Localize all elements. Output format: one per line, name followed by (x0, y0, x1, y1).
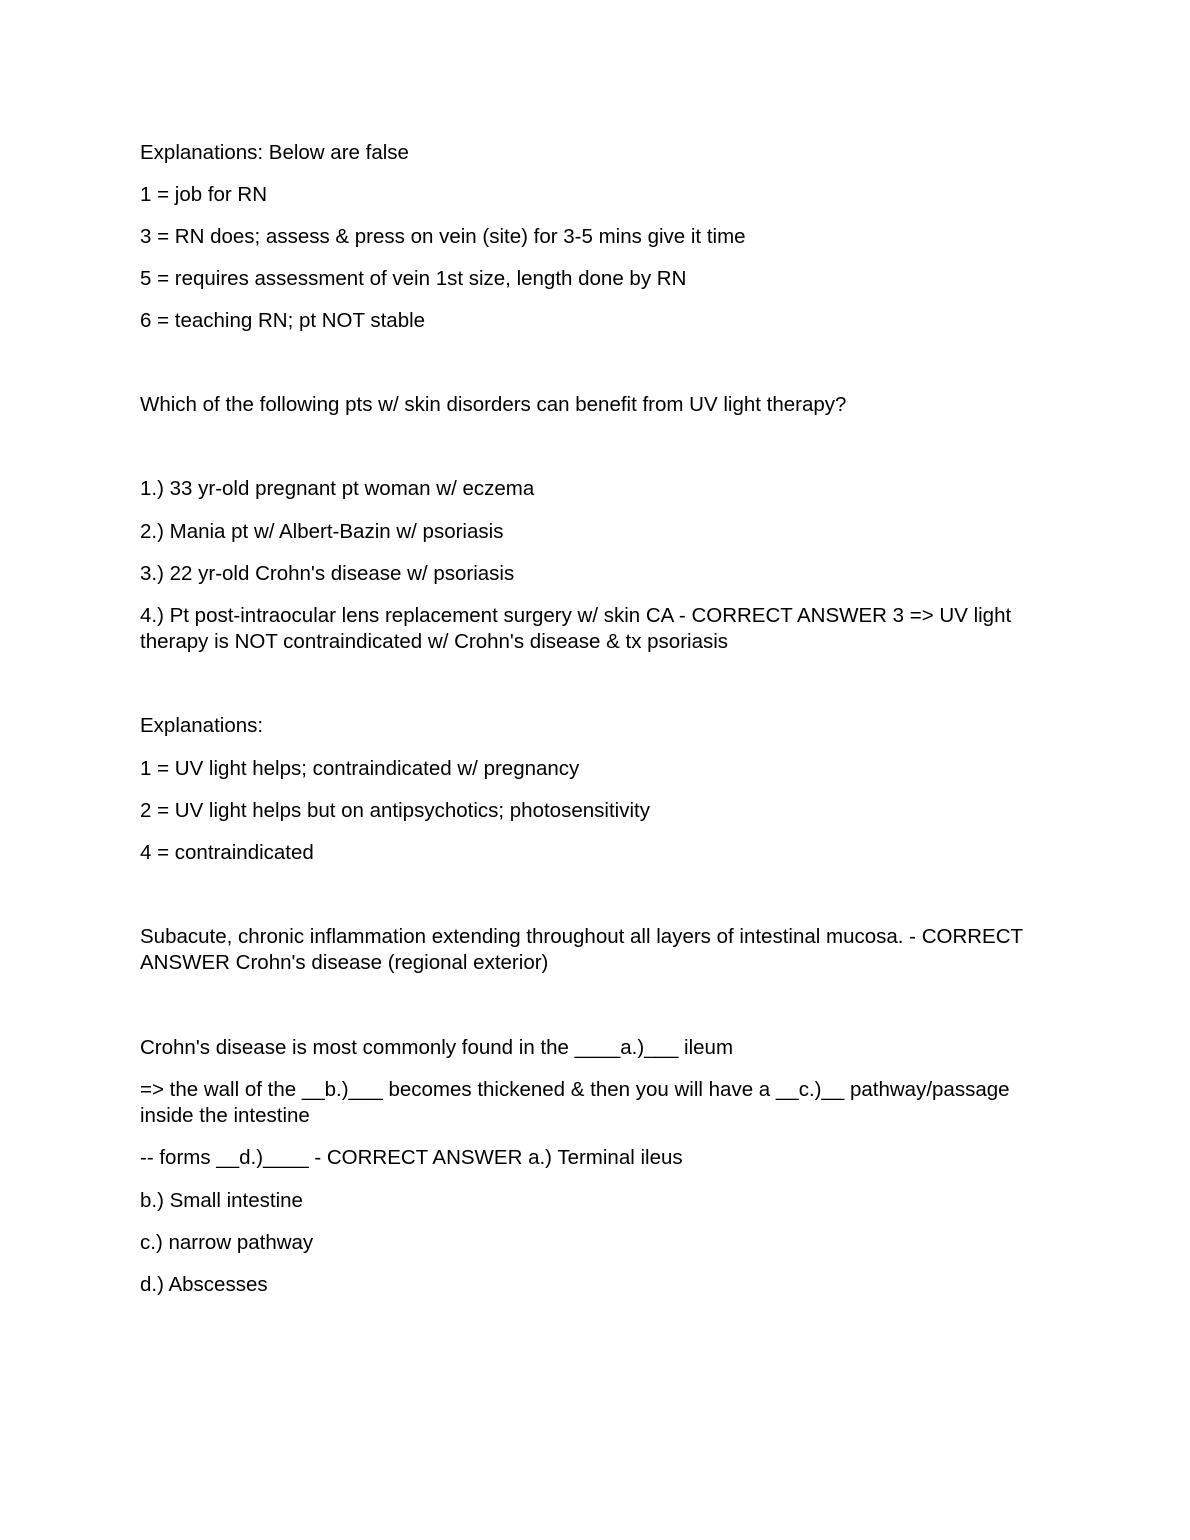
explanation-item: 3 = RN does; assess & press on vein (site) for 3-5 mins give it time (140, 225, 746, 248)
question-prompt: Which of the following pts w/ skin disorders can benefit from UV light therapy? (140, 393, 847, 416)
explanation-item: 6 = teaching RN; pt NOT stable (140, 309, 426, 332)
answer-line: c.) narrow pathway (140, 1231, 314, 1254)
explanation-item: 1 = job for RN (140, 183, 268, 206)
answer-option: 3.) 22 yr-old Crohn's disease w/ psoriasis (140, 562, 515, 585)
answer-option-with-correct-answer: 4.) Pt post-intraocular lens replacement surgery w/ skin CA - CORRECT ANSWER 3 => UV light therapy is NOT contraindicated w/ Crohn's disease & tx psoriasis (140, 604, 1012, 653)
explanation-item: 2 = UV light helps but on antipsychotics; photosensitivity (140, 799, 650, 822)
answer-line: d.) Abscesses (140, 1273, 268, 1296)
question-line: Crohn's disease is most commonly found in the ____a.)___ ileum (140, 1036, 734, 1059)
explanation-item: 4 = contraindicated (140, 841, 314, 864)
question-line: -- forms __d.)____ - CORRECT ANSWER a.) Terminal ileus (140, 1146, 683, 1169)
question-line: => the wall of the __b.)___ becomes thickened & then you will have a __c.)__ pathway/passage inside the intestine (140, 1078, 1010, 1127)
explanations-heading: Explanations: (140, 714, 264, 737)
answer-line: b.) Small intestine (140, 1189, 303, 1212)
answer-option: 2.) Mania pt w/ Albert-Bazin w/ psoriasis (140, 520, 504, 543)
explanation-item: 1 = UV light helps; contraindicated w/ pregnancy (140, 757, 580, 780)
answer-option: 1.) 33 yr-old pregnant pt woman w/ eczema (140, 477, 535, 500)
explanation-item: 5 = requires assessment of vein 1st size, length done by RN (140, 267, 687, 290)
explanations-heading: Explanations: Below are false (140, 141, 409, 164)
question-with-answer: Subacute, chronic inflammation extending throughout all layers of intestinal mucosa. - CORRECT ANSWER Crohn's disease (regional exterior) (140, 925, 1023, 974)
